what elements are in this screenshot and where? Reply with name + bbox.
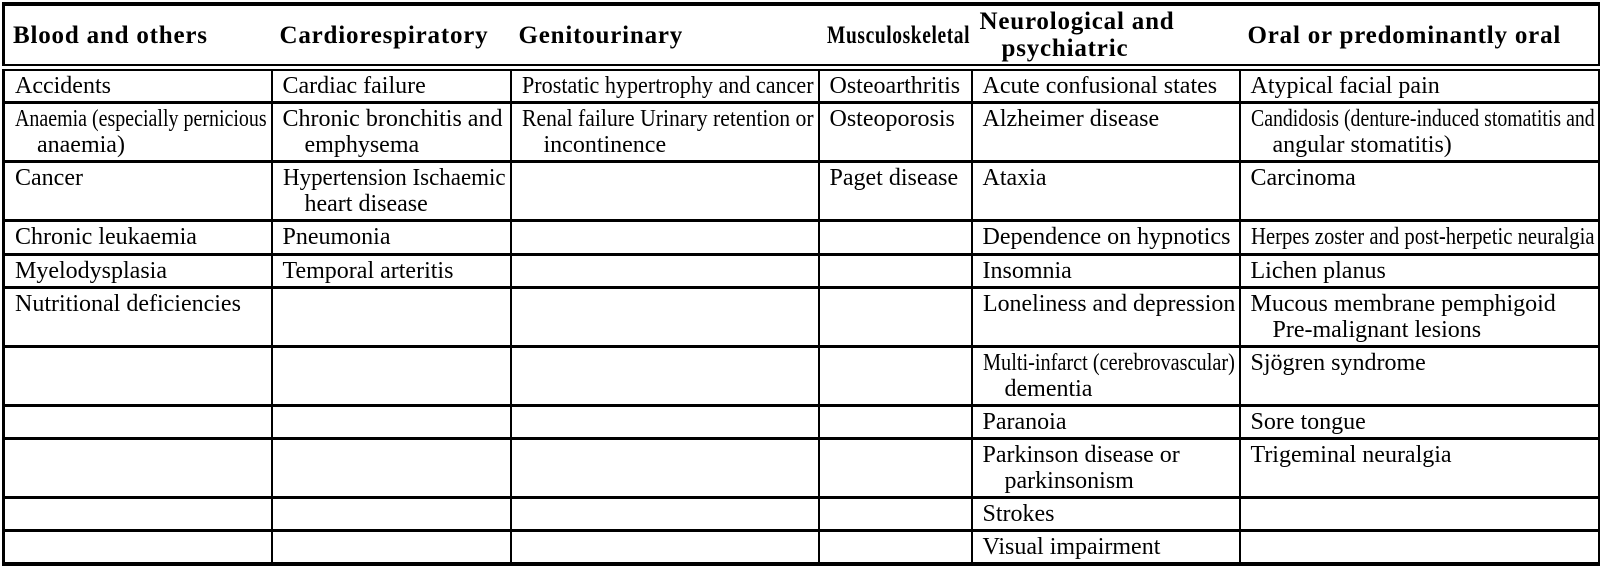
table-cell: Strokes <box>972 498 1240 531</box>
table-cell <box>272 439 511 498</box>
table-cell <box>4 347 272 406</box>
table-cell: Chronic bronchitis and emphysema <box>272 103 511 162</box>
table-cell: Paranoia <box>972 406 1240 439</box>
table-cell <box>272 347 511 406</box>
table-cell: Sjögren syndrome <box>1240 347 1600 406</box>
column-header-cardiorespiratory: Cardiorespiratory <box>272 4 511 68</box>
morbidity-by-system-table <box>2 2 1600 566</box>
table-cell: Myelodysplasia <box>4 255 272 288</box>
table-cell <box>511 347 819 406</box>
table-cell: Paget disease <box>819 162 972 221</box>
table-cell: Alzheimer disease <box>972 103 1240 162</box>
table-cell <box>819 439 972 498</box>
table-cell <box>4 498 272 531</box>
table-row <box>4 531 1600 565</box>
table-cell: Temporal arteritis <box>272 255 511 288</box>
table-cell: Prostatic hypertrophy and cancer <box>511 68 819 103</box>
table-cell: Anaemia (especially pernicious anaemia) <box>4 103 272 162</box>
table-cell: Ataxia <box>972 162 1240 221</box>
table-cell <box>819 406 972 439</box>
table-cell: Pneumonia <box>272 221 511 255</box>
table-row <box>4 498 1600 531</box>
table-cell: Multi-infarct (cerebrovascular) dementia <box>972 347 1240 406</box>
column-header-genitourinary: Genitourinary <box>511 4 819 68</box>
table-cell <box>819 288 972 347</box>
table-cell <box>511 162 819 221</box>
table-cell <box>272 288 511 347</box>
table-cell: Renal failure Urinary retention or incontinence <box>511 103 819 162</box>
table-row <box>4 255 1600 288</box>
table-cell <box>511 288 819 347</box>
table-cell <box>1240 531 1600 565</box>
table-cell <box>4 406 272 439</box>
column-header-blood-and-others: Blood and others <box>4 4 272 68</box>
table-cell <box>272 531 511 565</box>
column-header-musculoskeletal: Musculoskeletal <box>819 4 972 68</box>
table-cell: Parkinson disease or parkinsonism <box>972 439 1240 498</box>
table-cell: Sore tongue <box>1240 406 1600 439</box>
table-cell <box>511 406 819 439</box>
table-cell: Carcinoma <box>1240 162 1600 221</box>
table-cell: Atypical facial pain <box>1240 68 1600 103</box>
table-cell <box>819 498 972 531</box>
table-cell <box>819 221 972 255</box>
table-cell <box>4 531 272 565</box>
table-cell: Dependence on hypnotics <box>972 221 1240 255</box>
table-cell <box>819 255 972 288</box>
table-cell: Lichen planus <box>1240 255 1600 288</box>
table-row <box>4 347 1600 406</box>
table-row <box>4 221 1600 255</box>
table-row <box>4 288 1600 347</box>
table-cell <box>819 347 972 406</box>
table-row <box>4 68 1600 103</box>
table-cell: Chronic leukaemia <box>4 221 272 255</box>
table-cell <box>511 221 819 255</box>
table-cell <box>4 439 272 498</box>
table-row <box>4 439 1600 498</box>
table-cell: Nutritional deficiencies <box>4 288 272 347</box>
table-cell <box>511 255 819 288</box>
table-cell <box>1240 498 1600 531</box>
table-cell: Visual impairment <box>972 531 1240 565</box>
table-cell: Cancer <box>4 162 272 221</box>
table-cell <box>511 531 819 565</box>
table-cell: Acute confusional states <box>972 68 1240 103</box>
table-row <box>4 162 1600 221</box>
column-header-neurological-psychiatric: Neurological and psychiatric <box>972 4 1240 68</box>
table-cell <box>511 439 819 498</box>
table-cell <box>511 498 819 531</box>
table-cell <box>819 531 972 565</box>
table-cell: Trigeminal neuralgia <box>1240 439 1600 498</box>
table-cell: Cardiac failure <box>272 68 511 103</box>
table-header-row <box>4 4 1600 68</box>
table-cell: Osteoarthritis <box>819 68 972 103</box>
table-row <box>4 103 1600 162</box>
table-row <box>4 406 1600 439</box>
table-cell: Candidosis (denture-induced stomatitis and angular stomatitis) <box>1240 103 1600 162</box>
table-cell: Herpes zoster and post-herpetic neuralgia <box>1240 221 1600 255</box>
table-cell: Accidents <box>4 68 272 103</box>
table-cell: Insomnia <box>972 255 1240 288</box>
column-header-oral: Oral or predominantly oral <box>1240 4 1600 68</box>
table-cell: Loneliness and depression <box>972 288 1240 347</box>
table-cell: Mucous membrane pemphigoid Pre-malignant lesions <box>1240 288 1600 347</box>
table-cell: Osteoporosis <box>819 103 972 162</box>
table-cell <box>272 498 511 531</box>
table-cell: Hypertension Ischaemic heart disease <box>272 162 511 221</box>
table-cell <box>272 406 511 439</box>
